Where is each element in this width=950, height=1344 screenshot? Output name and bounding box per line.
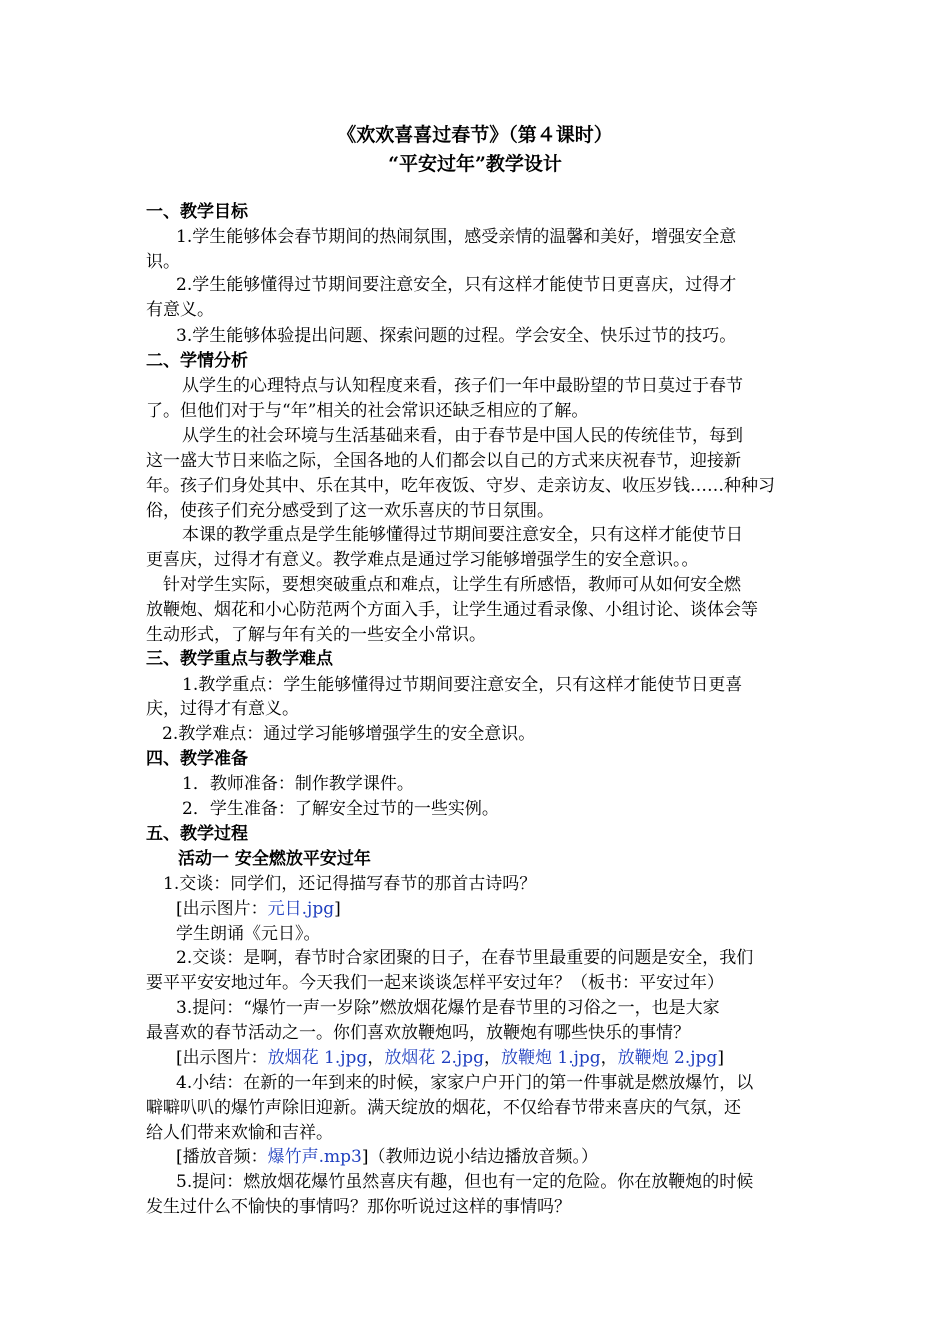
analysis-p1-l2: 了。但他们对于与“年”相关的社会常识还缺乏相应的了解。 — [146, 401, 589, 421]
analysis-p4-l1: 针对学生实际，要想突破重点和难点，让学生有所感悟，教师可从如何安全燃 — [163, 575, 741, 595]
image-link-yuanri[interactable]: 元日.jpg — [267, 899, 335, 919]
key-point: 1.教学重点：学生能够懂得过节期间要注意安全，只有这样才能使节日更喜 — [182, 675, 743, 695]
audio-suffix: ]（教师边说小结边播放音频。） — [361, 1147, 599, 1167]
process-step-3: 3.提问：“爆竹一声一岁除”燃放烟花爆竹是春节里的习俗之一，也是大家 — [176, 998, 720, 1018]
show-image-prefix: [出示图片： — [176, 899, 268, 919]
analysis-p2-l1: 从学生的社会环境与生活基础来看，由于春节是中国人民的传统佳节，每到 — [182, 426, 743, 446]
analysis-p1-l1: 从学生的心理特点与认知程度来看，孩子们一年中最盼望的节日莫过于春节 — [182, 376, 743, 396]
document-title: 《欢欢喜喜过春节》（第４课时） — [337, 124, 613, 146]
audio-link-firecracker-sound[interactable]: 爆竹声.mp3 — [267, 1147, 362, 1167]
process-step-2-cont: 要平平安安地过年。今天我们一起来谈谈怎样平安过年？（板书：平安过年） — [146, 973, 724, 993]
analysis-p3-l1: 本课的教学重点是学生能够懂得过节期间要注意安全，只有这样才能使节日 — [182, 525, 743, 545]
analysis-p4-l3: 生动形式，了解与年有关的一些安全小常识。 — [146, 625, 486, 645]
analysis-p3-l2: 更喜庆，过得才有意义。教学难点是通过学习能够增强学生的安全意识。。 — [146, 550, 699, 570]
show-image-line-1 — [176, 897, 341, 921]
prep-teacher: 1．教师准备：制作教学课件。 — [182, 774, 414, 794]
play-audio-line — [176, 1145, 598, 1169]
prep-student: 2．学生准备：了解安全过节的一些实例。 — [182, 799, 499, 819]
analysis-p4-l2: 放鞭炮、烟花和小心防范两个方面入手，让学生通过看录像、小组讨论、谈体会等 — [146, 600, 758, 620]
analysis-p2-l2: 这一盛大节日来临之际，全国各地的人们都会以自己的方式来庆祝春节，迎接新 — [146, 451, 741, 471]
image-link-fireworks-1[interactable]: 放烟花 1.jpg — [267, 1048, 368, 1068]
process-step-5: 5.提问：燃放烟花爆竹虽然喜庆有趣，但也有一定的危险。你在放鞭炮的时候 — [176, 1172, 754, 1192]
section-heading-analysis: 二、学情分析 — [146, 351, 248, 371]
separator: ， — [483, 1048, 501, 1068]
key-point-cont: 庆，过得才有意义。 — [146, 699, 299, 719]
show-image-suffix: ] — [717, 1048, 724, 1068]
process-step-5-cont: 发生过什么不愉快的事情吗？那你听说过这样的事情吗？ — [146, 1197, 571, 1217]
process-step-2: 2.交谈：是啊，春节时合家团聚的日子，在春节里最重要的问题是安全，我们 — [176, 948, 754, 968]
objective-3: 3.学生能够体验提出问题、探索问题的过程。学会安全、快乐过节的技巧。 — [176, 326, 737, 346]
image-link-fireworks-2[interactable]: 放烟花 2.jpg — [384, 1048, 484, 1068]
activity-title: 活动一 安全燃放平安过年 — [178, 849, 371, 869]
image-link-firecracker-2[interactable]: 放鞭炮 2.jpg — [617, 1048, 718, 1068]
show-image-line-2 — [176, 1046, 724, 1070]
show-image-suffix: ] — [334, 899, 341, 919]
objective-2-cont: 有意义。 — [146, 300, 214, 320]
section-heading-key-points: 三、教学重点与教学难点 — [146, 649, 333, 669]
audio-prefix: [播放音频： — [176, 1147, 268, 1167]
analysis-p2-l4: 俗，使孩子们充分感受到了这一欢乐喜庆的节日氛围。 — [146, 501, 554, 521]
section-heading-objectives: 一、教学目标 — [146, 202, 248, 222]
process-step-4-cont2: 给人们带来欢愉和吉祥。 — [146, 1123, 333, 1143]
objective-1: 1.学生能够体会春节期间的热闹氛围，感受亲情的温馨和美好，增强安全意 — [176, 227, 737, 247]
process-step-4-cont1: 噼噼叭叭的爆竹声除旧迎新。满天绽放的烟花，不仅给春节带来喜庆的气氛，还 — [146, 1098, 741, 1118]
separator: ， — [600, 1048, 618, 1068]
process-step-1: 1.交谈：同学们，还记得描写春节的那首古诗吗？ — [163, 874, 537, 894]
image-link-firecracker-1[interactable]: 放鞭炮 1.jpg — [500, 1048, 601, 1068]
objective-2: 2.学生能够懂得过节期间要注意安全，只有这样才能使节日更喜庆，过得才 — [176, 275, 737, 295]
section-heading-preparation: 四、教学准备 — [146, 749, 248, 769]
difficult-point: 2.教学难点：通过学习能够增强学生的安全意识。 — [162, 724, 536, 744]
analysis-p2-l3: 年。孩子们身处其中、乐在其中，吃年夜饭、守岁、走亲访友、收压岁钱……种种习 — [146, 476, 775, 496]
student-recite: 学生朗诵《元日》。 — [176, 924, 321, 944]
objective-1-cont: 识。 — [146, 252, 180, 272]
show-image-prefix: [出示图片： — [176, 1048, 268, 1068]
process-step-4: 4.小结：在新的一年到来的时候，家家户户开门的第一件事就是燃放爆竹，以 — [176, 1073, 754, 1093]
process-step-3-cont: 最喜欢的春节活动之一。你们喜欢放鞭炮吗，放鞭炮有哪些快乐的事情？ — [146, 1023, 690, 1043]
section-heading-process: 五、教学过程 — [146, 824, 248, 844]
document-subtitle: “平安过年”教学设计 — [388, 153, 562, 175]
separator: ， — [367, 1048, 385, 1068]
